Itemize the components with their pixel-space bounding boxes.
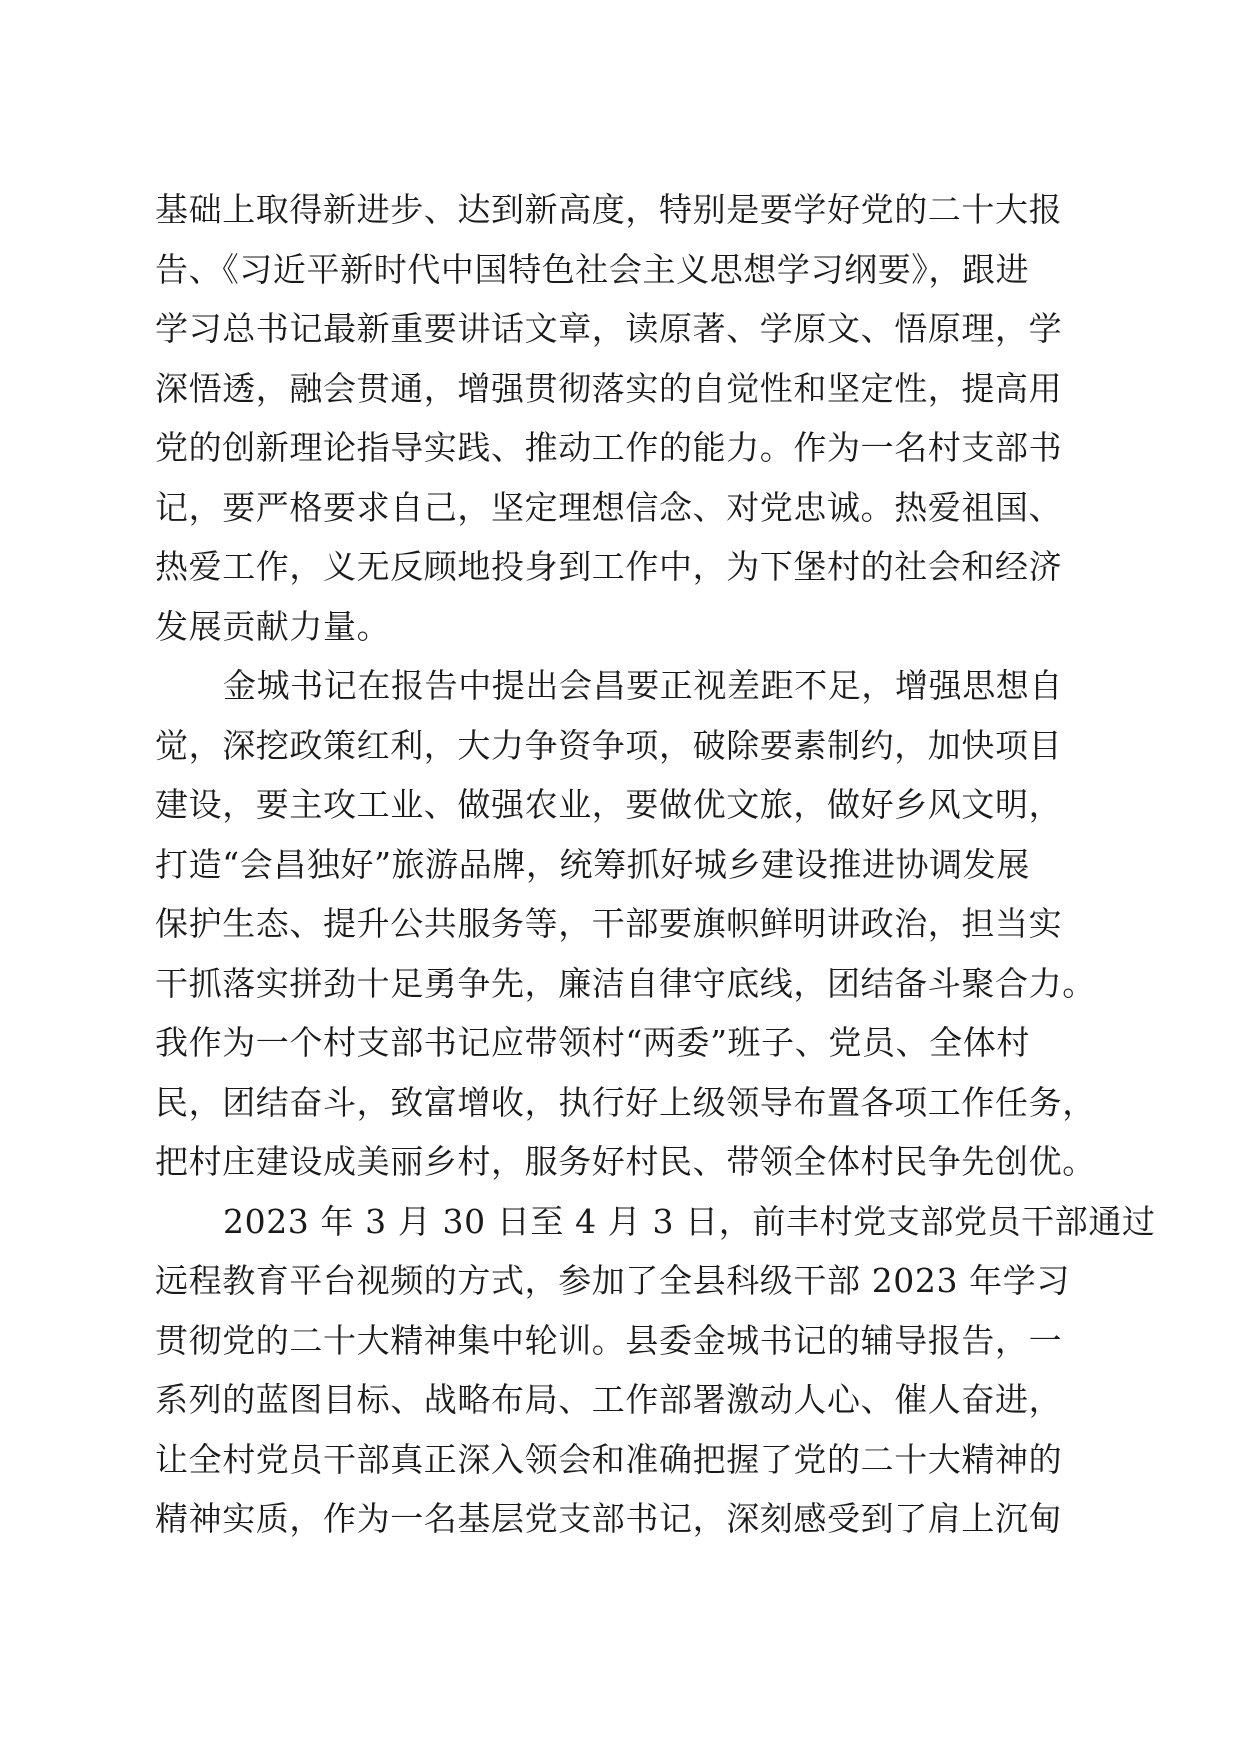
text-line: 我作为一个村支部书记应带领村“两委”班子、党员、全体村 <box>155 1023 1030 1062</box>
text-line: 打造“会昌独好”旅游品牌，统筹抓好城乡建设推进协调发展 <box>155 844 1030 884</box>
text-line: 党的创新理论指导实践、推动工作的能力。作为一名村支部书 <box>155 428 1063 467</box>
text-line: 系列的蓝图目标、战略布局、工作部署激动人心、催人奋进， <box>155 1380 1063 1419</box>
paragraph-first-line: 金城书记在报告中提出会昌要正视差距不足，增强思想自 <box>223 666 1063 705</box>
text-line: 贯彻党的二十大精神集中轮训。县委金城书记的辅导报告，一 <box>155 1320 1063 1360</box>
text-line: 让全村党员干部真正深入领会和准确把握了党的二十大精神的 <box>155 1439 1063 1479</box>
text-line: 保护生态、提升公共服务等，干部要旗帜鲜明讲政治，担当实 <box>155 904 1063 943</box>
text-line: 干抓落实拼劲十足勇争先，廉洁自律守底线，团结备斗聚合力。 <box>155 963 1096 1003</box>
paragraph-first-line: 2023 年 3 月 30 日至 4 月 3 日，前丰村党支部党员干部通过 <box>223 1201 1156 1241</box>
text-line: 把村庄建设成美丽乡村，服务好村民、带领全体村民争先创优。 <box>155 1142 1096 1181</box>
text-line: 基础上取得新进步、达到新高度，特别是要学好党的二十大报 <box>155 190 1063 229</box>
text-line: 发展贡献力量。 <box>155 606 391 646</box>
text-line: 远程教育平台视频的方式，参加了全县科级干部 2023 年学习 <box>155 1261 1070 1300</box>
text-line: 觉，深挖政策红利，大力争资争项，破除要素制约，加快项目 <box>155 725 1063 765</box>
text-line: 民，团结奋斗，致富增收，执行好上级领导布置各项工作任务， <box>155 1082 1096 1122</box>
text-line: 建设，要主攻工业、做强农业，要做优文旅，做好乡风文明， <box>155 785 1063 824</box>
text-line: 精神实质，作为一名基层党支部书记，深刻感受到了肩上沉甸 <box>155 1499 1063 1538</box>
text-line: 热爱工作，义无反顾地投身到工作中，为下堡村的社会和经济 <box>155 547 1063 586</box>
body-text <box>155 180 1156 1549</box>
text-line: 学习总书记最新重要讲话文章，读原著、学原文、悟原理，学 <box>155 309 1063 348</box>
text-line: 告、《习近平新时代中国特色社会主义思想学习纲要》，跟进 <box>155 249 1030 289</box>
text-line: 深悟透，融会贯通，增强贯彻落实的自觉性和坚定性，提高用 <box>155 368 1063 408</box>
text-line: 记，要严格要求自己，坚定理想信念、对党忠诚。热爱祖国、 <box>155 487 1063 527</box>
